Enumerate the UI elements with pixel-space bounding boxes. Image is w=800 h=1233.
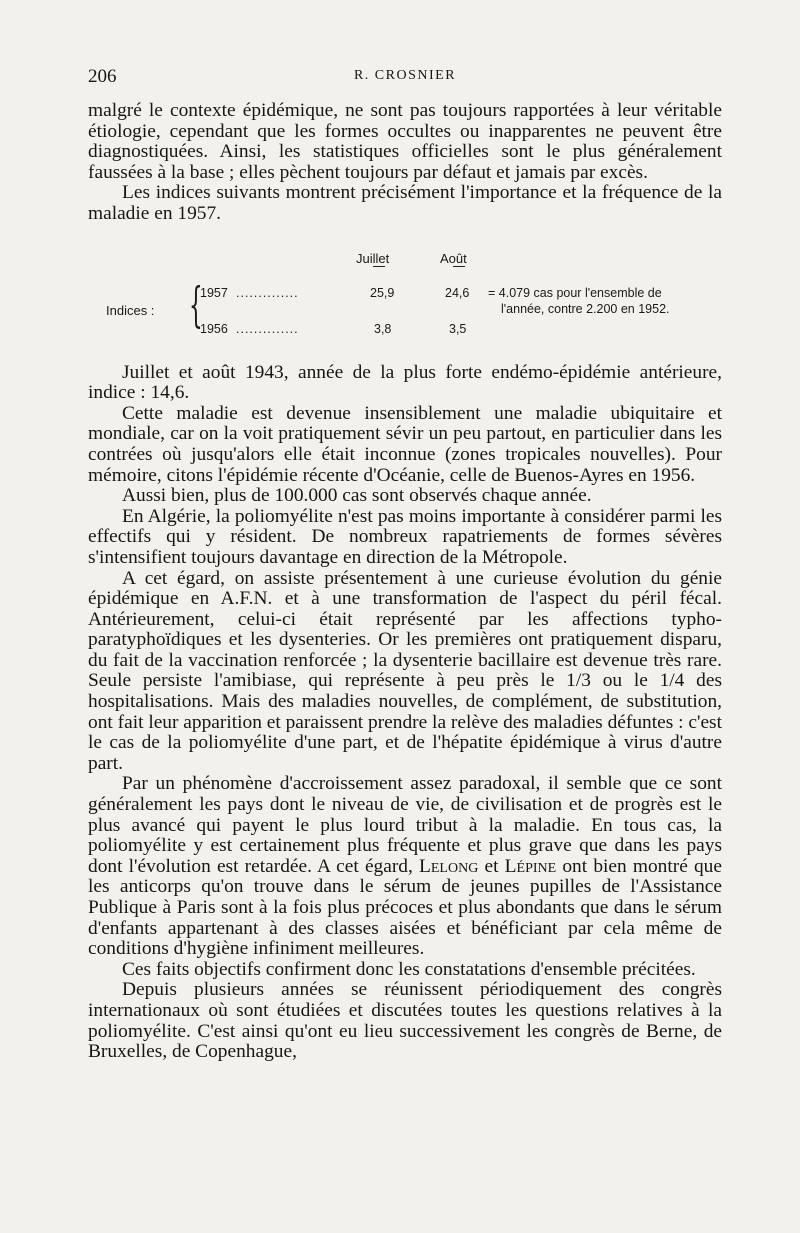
column-header-aout: Août: [440, 250, 467, 266]
body-text: [88, 101, 722, 1063]
row-label: Indices :: [106, 302, 155, 318]
page-header: [88, 66, 722, 90]
row-note: = 4.079 cas pour l'ensemble de: [488, 285, 662, 300]
paragraph: Aussi bien, plus de 100.000 cas sont observés chaque année.: [122, 485, 592, 507]
author-name: Lépine: [504, 855, 557, 877]
indices-table: [88, 239, 722, 349]
brace-icon: {: [189, 276, 203, 333]
column-dash: [373, 266, 385, 267]
cell-juillet: 3,8: [374, 321, 392, 336]
cell-aout: 24,6: [445, 285, 470, 300]
column-header-juillet: Juillet: [356, 250, 390, 266]
cell-juillet: 25,9: [370, 285, 395, 300]
paragraph-text: Par un phénomène d'accroissement assez paradoxal, il semble que ce sont généralement les pays dont le niveau de vie, de civilisation et de progrès est le plus avancé qui payent le plus lourd tribut à la maladie. En tous cas, la poliomyélite y est certainement plus fréquente et plus grave que dans les pays dont l'évolution est retardée. A cet égard,: [88, 773, 722, 877]
paragraph-text: ont bien montré que les anticorps qu'on trouve dans le sérum de jeunes pupilles de l'Assistance Publique à Paris sont à la fois plus précoces et plus abondants que dans le sérum d'enfants appartenant à des classes aisées et bénéficiant par cela même de conditions d'hygiène infiniment meilleures.: [88, 855, 722, 960]
cell-aout: 3,5: [449, 321, 467, 336]
paragraph: En Algérie, la poliomyélite n'est pas moins importante à considérer parmi les effectifs qui y résident. De nombreux rapatriements de formes sévères s'intensifient toujours davantage en direction de la Métropole.: [88, 505, 722, 568]
row-note: l'année, contre 2.200 en 1952.: [501, 301, 670, 316]
paragraph-text: et: [478, 855, 505, 877]
paragraph: Depuis plusieurs années se réunissent périodiquement des congrès internationaux où sont étudiées et discutées toutes les questions relatives à la poliomyélite. C'est ainsi qu'ont eu lieu successivement les congrès de Berne, de Bruxelles, de Copenhague,: [88, 979, 722, 1063]
page-number: 206: [88, 66, 117, 87]
paragraph: Les indices suivants montrent précisément l'importance et la fréquence de la maladie en 1957.: [88, 182, 722, 224]
row-year: 1956: [200, 321, 228, 336]
paragraph: Cette maladie est devenue insensiblement une maladie ubiquitaire et mondiale, car on la voit pratiquement sévir un peu partout, en particulier dans les contrées où jusqu'alors elle était inconnue (zones tropicales nouvelles). Pour mémoire, citons l'épidémie récente d'Océanie, celle de Buenos-Ayres en 1956.: [88, 402, 722, 486]
row-dots: ..............: [236, 321, 299, 336]
author-name: Lelong: [419, 855, 479, 877]
row-dots: ..............: [236, 285, 299, 300]
paragraph: malgré le contexte épidémique, ne sont pas toujours rapportées à leur véritable étiologie, cependant que les formes occultes ou inapparentes ne peuvent être diagnostiquées. Ainsi, les statistiques officielles sont le plus généralement faussées à la base ; elles pèchent toujours par défaut et jamais par excès.: [88, 100, 722, 183]
paragraph: A cet égard, on assiste présentement à une curieuse évolution du génie épidémique en A.F.N. et à une transformation de l'aspect du péril fécal. Antérieurement, celui-ci était représenté par les affections typho-paratyphoïdiques et les dysenteries. Or les premières ont pratiquement disparu, du fait de la vaccination renforcée ; la dysenterie bacillaire est devenue très rare. Seule persiste l'amibiase, qui représente à peu près le 1/3 ou le 1/4 des hospitalisations. Mais des maladies nouvelles, de complément, de substitution, ont fait leur apparition et paraissent prendre la relève des maladies défuntes : c'est le cas de la poliomyélite d'une part, et de l'hépatite épidémique à virus d'autre part.: [88, 567, 722, 774]
paragraph: Juillet et août 1943, année de la plus forte endémo-épidémie antérieure, indice : 14,6.: [88, 361, 722, 404]
paragraph: [88, 774, 722, 959]
row-year: 1957: [200, 285, 228, 300]
column-dash: [453, 266, 465, 267]
paragraph: Ces faits objectifs confirment donc les constatations d'ensemble précitées.: [122, 958, 696, 980]
running-head: R. CROSNIER: [353, 68, 457, 83]
